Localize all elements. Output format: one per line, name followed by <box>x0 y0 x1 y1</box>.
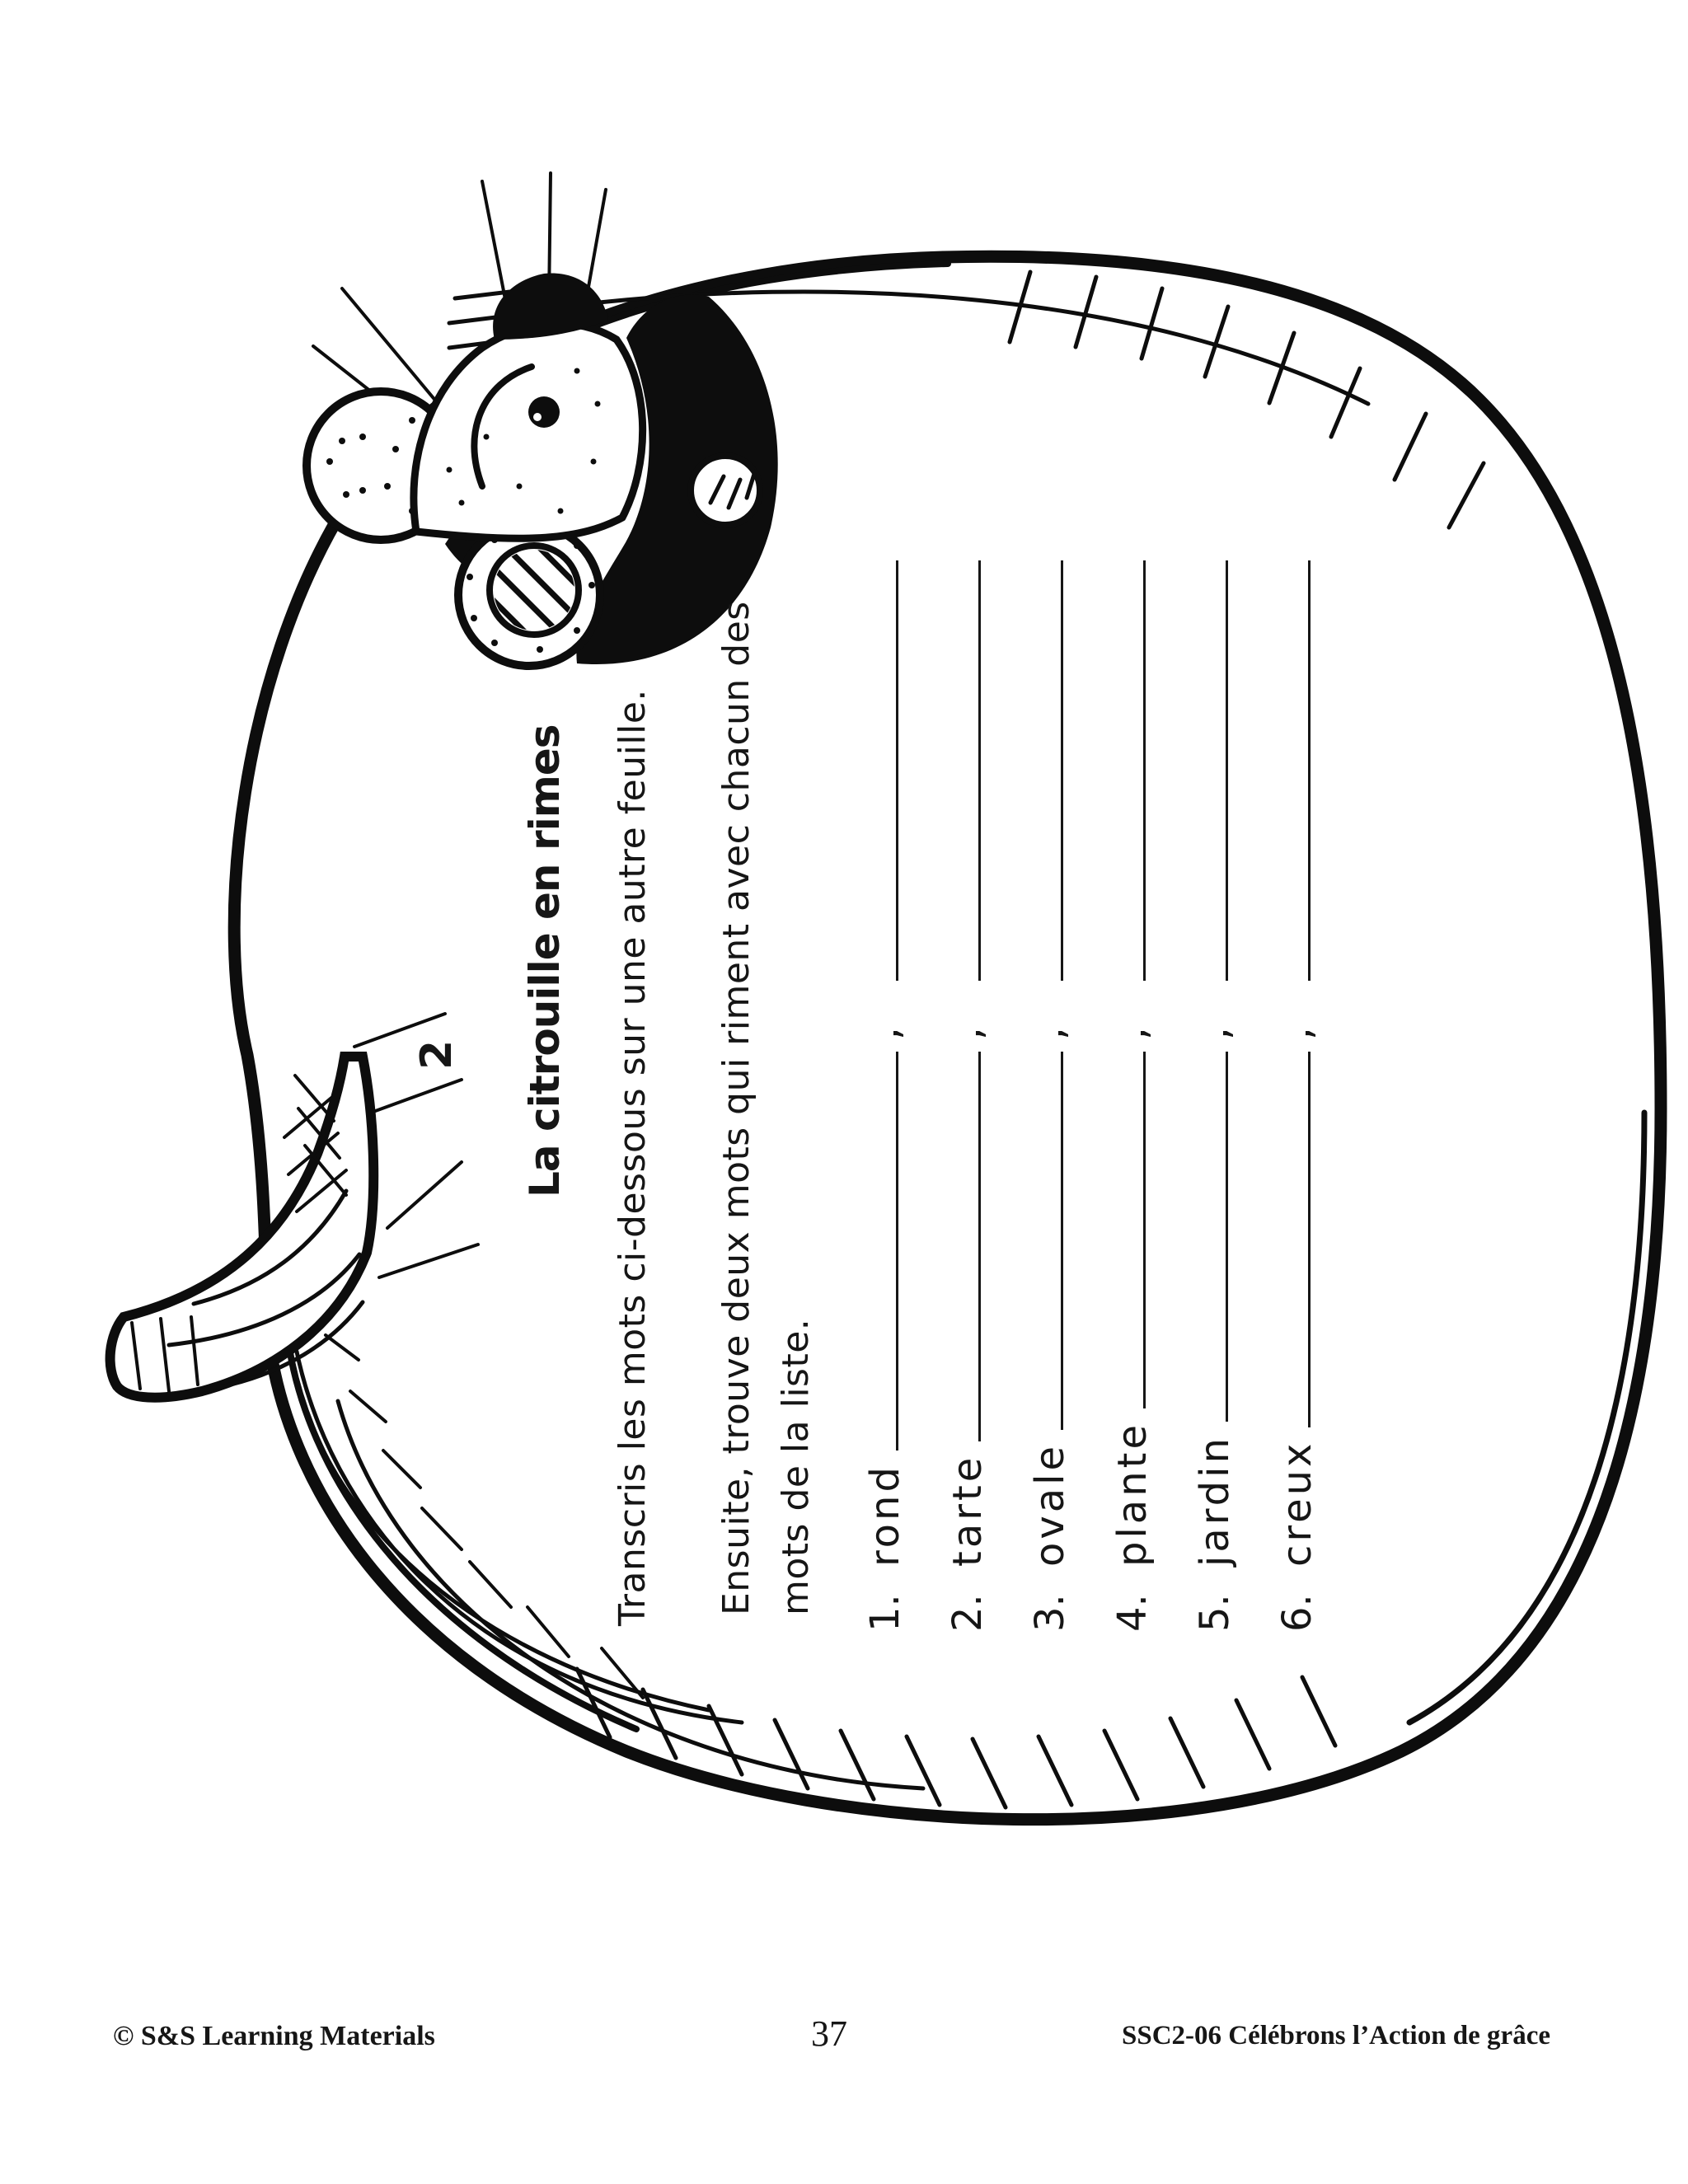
item-word: ovale <box>1027 1442 1073 1567</box>
answer-blank-1 <box>860 1052 898 1451</box>
answer-blank-2 <box>942 560 981 981</box>
instruction-line-2b: mots de la liste. <box>775 1318 817 1615</box>
footer-page-number: 37 <box>811 2013 847 2054</box>
list-item <box>1255 560 1338 1632</box>
comma-separator: , <box>1273 1027 1320 1040</box>
list-item <box>1173 560 1255 1632</box>
page-title: La citrouille en rimes <box>521 724 569 1197</box>
answer-blank-2 <box>1107 560 1146 981</box>
comma-separator: , <box>1108 1027 1156 1040</box>
footer-product-code: SSC2-06 Célébrons l’Action de grâce <box>1121 2021 1550 2050</box>
list-item <box>1008 560 1090 1632</box>
answer-blank-1 <box>1272 1052 1311 1427</box>
list-item <box>1090 560 1173 1632</box>
mouse-face <box>414 324 643 539</box>
rhyme-word-list <box>843 560 1338 1632</box>
instruction-line-2 <box>707 601 826 1615</box>
instruction-line-2a: Ensuite, trouve deux mots qui riment avec chacun des <box>715 601 757 1615</box>
footer-copyright: © S&S Learning Materials <box>113 2021 435 2051</box>
comma-separator: , <box>1190 1027 1238 1040</box>
answer-blank-1 <box>1025 1052 1063 1430</box>
item-word: plante <box>1109 1422 1156 1567</box>
item-number: 4. <box>1109 1594 1156 1632</box>
answer-blank-1 <box>1107 1052 1146 1408</box>
list-item <box>926 560 1008 1632</box>
answer-blank-2 <box>1189 560 1228 981</box>
answer-blank-1 <box>1189 1052 1228 1422</box>
item-word: jardin <box>1192 1435 1238 1567</box>
item-word: creux <box>1274 1440 1320 1567</box>
comma-separator: , <box>860 1027 908 1040</box>
mouse-eye-icon <box>528 396 560 428</box>
instruction-line-1: Transcris les mots ci-dessous sur une autre feuille. <box>612 689 654 1626</box>
comma-separator: , <box>1025 1027 1073 1040</box>
list-item <box>843 560 926 1632</box>
answer-blank-2 <box>860 560 898 981</box>
answer-blank-1 <box>942 1052 981 1441</box>
item-number: 2. <box>945 1594 991 1632</box>
answer-blank-2 <box>1272 560 1311 981</box>
comma-separator: , <box>943 1027 991 1040</box>
answer-blank-2 <box>1025 560 1063 981</box>
activity-number: 2 <box>412 1039 462 1070</box>
item-number: 1. <box>862 1594 908 1632</box>
item-word: rond <box>862 1464 908 1567</box>
item-number: 6. <box>1274 1594 1320 1632</box>
item-number: 3. <box>1027 1594 1073 1632</box>
item-word: tarte <box>945 1454 991 1567</box>
item-number: 5. <box>1192 1594 1238 1632</box>
